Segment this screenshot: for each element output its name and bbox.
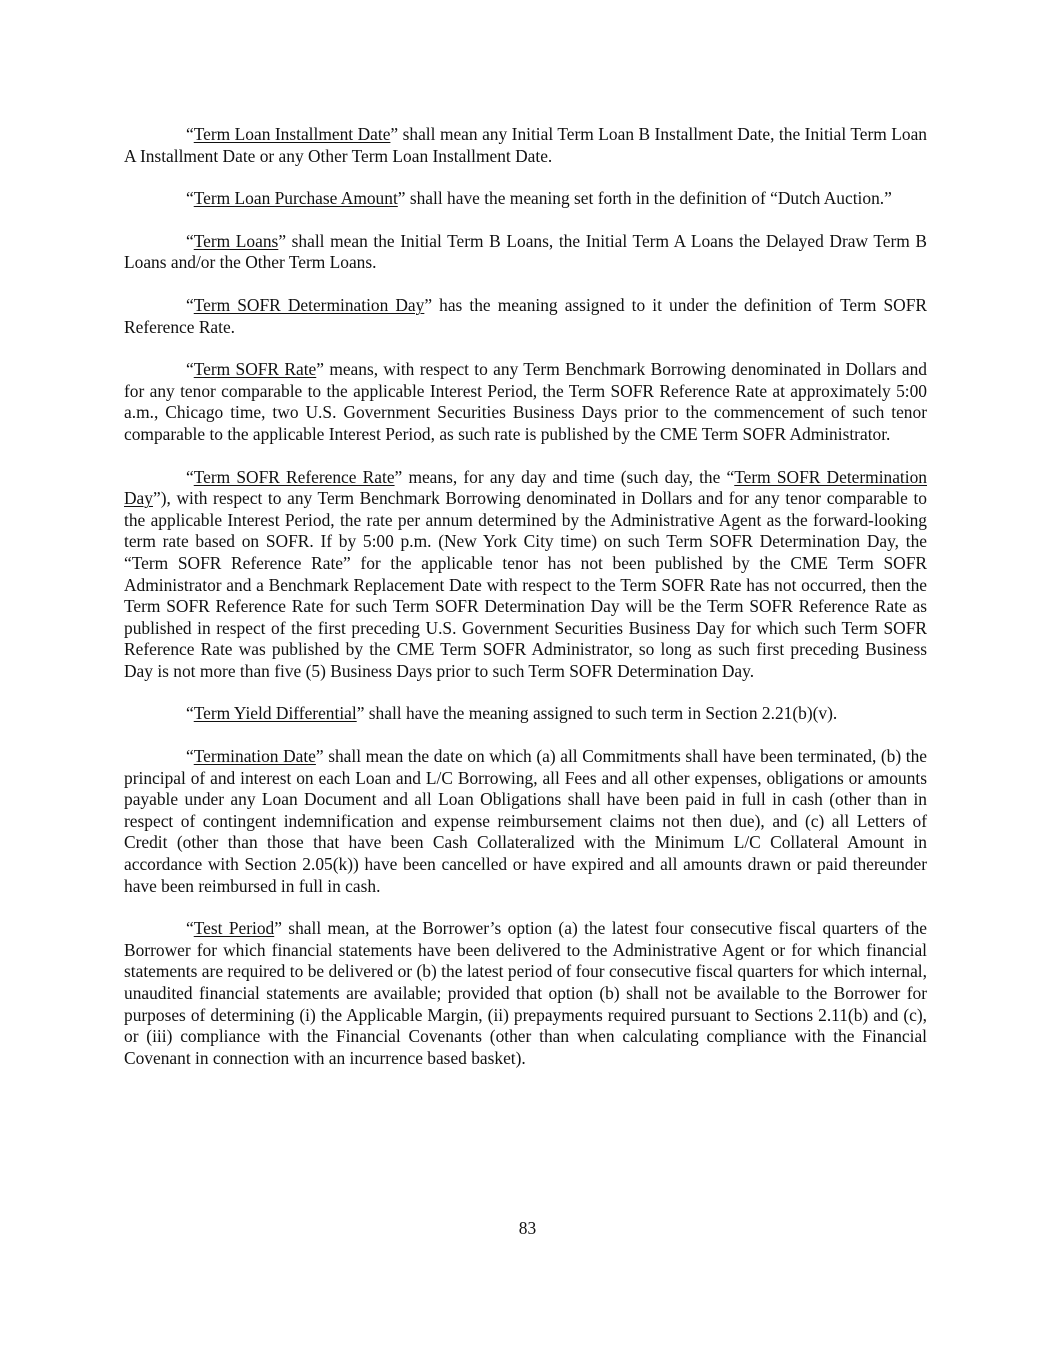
definition-termination-date (124, 746, 927, 897)
definition-term-yield-differential (124, 703, 927, 725)
defined-term: Term Yield Differential (193, 703, 357, 724)
definition-text: ” shall have the meaning set forth in the definition of “Dutch Auction.” (397, 188, 892, 209)
open-quote: “ (186, 466, 194, 487)
open-quote: “ (186, 294, 194, 315)
defined-term-inline: Term SOFR Determination Day (124, 466, 927, 509)
open-quote: “ (186, 746, 194, 767)
definition-text: ” means, with respect to any Term Benchmark Borrowing denominated in Dollars and for any tenor comparable to the applicable Interest Period, the Term SOFR Reference Rate at approximately 5:00 a.m., Chicago time, two U.S. Government Securities Business Days prior to the commencement of such tenor comparable to the applicable Interest Period, as such rate is published by the CME Term SOFR Administrator. (124, 359, 927, 444)
page-number: 83 (518, 1218, 537, 1238)
definition-text: ” shall mean the date on which (a) all Commitments shall have been terminated, (b) the principal of and interest on each Loan and L/C Borrowing, all Fees and all other expenses, obligations or amounts payable under any Loan Document and all Loan Obligations shall have been paid in full in cash (other than in respect of contingent indemnification and expense reimbursement claims not then due), and (c) all Letters of Credit (other than those that have been Cash Collateralized with the Minimum L/C Collateral Amount in accordance with Section 2.05(k)) have been cancelled or have expired and all amounts drawn or paid thereunder have been reimbursed in full in cash. (124, 746, 928, 896)
definition-term-sofr-determination-day (124, 295, 927, 338)
definition-text: ” has the meaning assigned to it under the definition of Term SOFR Reference Rate. (124, 294, 927, 337)
defined-term: Term SOFR Determination Day (193, 294, 425, 315)
definition-term-loans (124, 231, 927, 274)
definition-term-loan-purchase-amount (124, 188, 927, 210)
open-quote: “ (186, 918, 194, 939)
open-quote: “ (186, 359, 194, 380)
defined-term: Term Loan Installment Date (193, 124, 391, 144)
definition-text: ” shall have the meaning assigned to such term in Section 2.21(b)(v). (356, 703, 838, 724)
definition-text-continued: ”), with respect to any Term Benchmark Borrowing denominated in Dollars and for any tenor comparable to the applicable Interest Period, the rate per annum determined by the Administrative Agent as the forward-looking term rate based on SOFR. If by 5:00 p.m. (New York City time) on such Term SOFR Determination Day, the “Term SOFR Reference Rate” for the applicable tenor has not been published by the CME Term SOFR Administrator and a Benchmark Replacement Date with respect to the Term SOFR Rate has not occurred, then the Term SOFR Reference Rate for such Term SOFR Determination Day will be the Term SOFR Reference Rate as published in respect of the first preceding U.S. Government Securities Business Day for which such Term SOFR Reference Rate was published by the CME Term SOFR Administrator, so long as such first preceding Business Day is not more than five (5) Business Days prior to such Term SOFR Determination Day. (124, 488, 927, 681)
open-quote: “ (186, 188, 194, 209)
open-quote: “ (186, 230, 194, 251)
defined-term: Term SOFR Rate (193, 359, 317, 380)
open-quote: “ (186, 703, 194, 724)
defined-term: Termination Date (193, 746, 316, 767)
open-quote: “ (186, 124, 194, 144)
definition-term-loan-installment-date (124, 124, 927, 167)
definition-text: ” shall mean the Initial Term B Loans, the Initial Term A Loans the Delayed Draw Term B Loans and/or the Other Term Loans. (124, 230, 927, 273)
defined-term: Term SOFR Reference Rate (193, 466, 395, 487)
definition-test-period (124, 918, 927, 1069)
defined-term: Test Period (193, 918, 275, 939)
definition-text: ” shall mean, at the Borrower’s option (a) the latest four consecutive fiscal quarters of the Borrower for which financial statements have been delivered to the Administrative Agent or for which financial statements are required to be delivered or (b) the latest period of four consecutive fiscal quarters for which internal, unaudited financial statements are available; provided that option (b) shall not be available to the Borrower for purposes of determining (i) the Applicable Margin, (ii) prepayments required pursuant to Sections 2.11(b) and (c), or (iii) compliance with the Financial Covenants (other than when calculating compliance with the Financial Covenant in connection with an incurrence based basket). (124, 918, 928, 1068)
definition-text: ” means, for any day and time (such day, the “ (394, 466, 735, 487)
definition-term-sofr-rate (124, 359, 927, 445)
definition-text: ” shall mean any Initial Term Loan B Installment Date, the Initial Term Loan A Installment Date or any Other Term Loan Installment Date. (124, 124, 928, 166)
definitions-body (124, 124, 927, 1090)
defined-term: Term Loan Purchase Amount (193, 188, 398, 209)
defined-term: Term Loans (193, 230, 279, 251)
definition-term-sofr-reference-rate (124, 467, 927, 683)
